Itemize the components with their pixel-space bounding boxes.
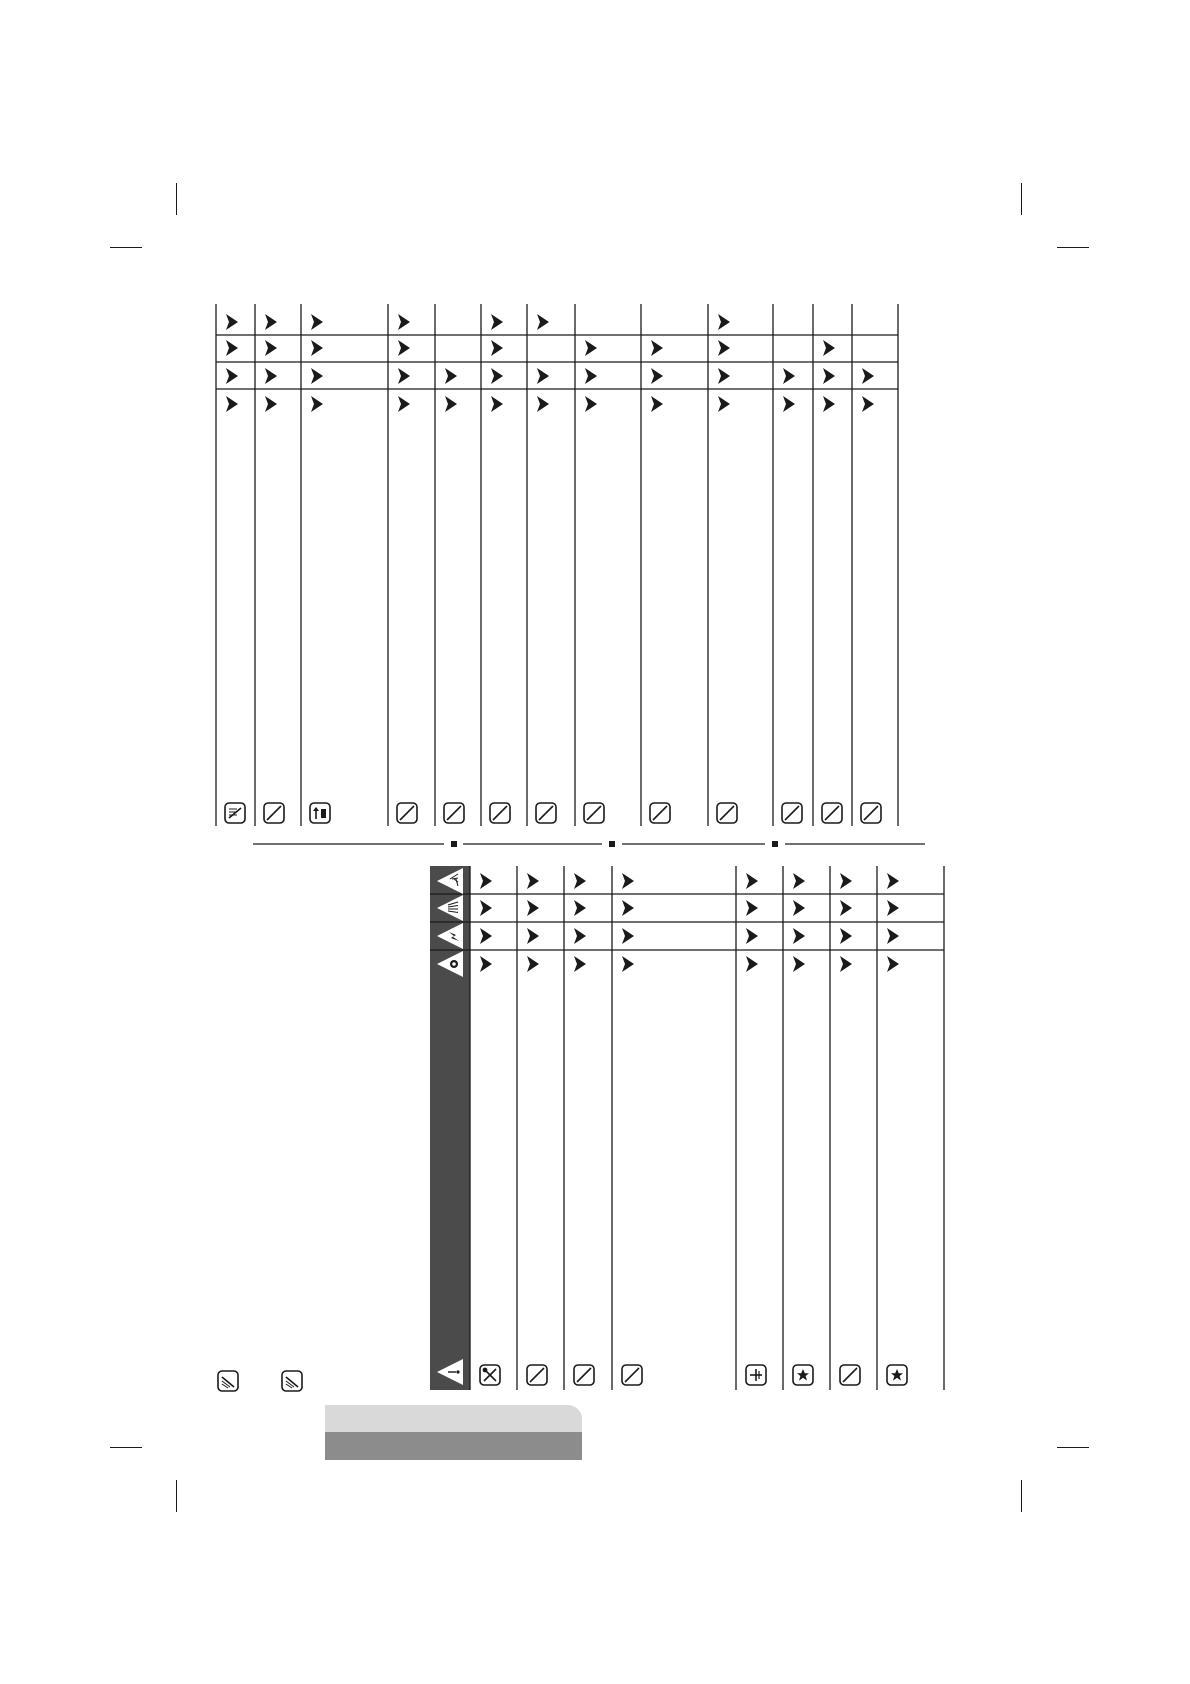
check-chevron-icon xyxy=(311,396,323,412)
check-chevron-icon xyxy=(823,396,835,412)
not-suitable-icon xyxy=(574,1365,594,1385)
not-suitable-icon xyxy=(822,803,842,823)
section-tab-light xyxy=(325,1405,582,1432)
check-chevron-icon xyxy=(265,368,277,384)
check-chevron-icon xyxy=(226,314,238,330)
check-chevron-icon xyxy=(840,900,852,916)
check-chevron-icon xyxy=(537,396,549,412)
check-chevron-icon xyxy=(311,314,323,330)
filter-icon xyxy=(746,1365,766,1385)
check-chevron-icon xyxy=(537,368,549,384)
check-chevron-icon xyxy=(398,314,410,330)
check-chevron-icon xyxy=(480,873,492,889)
not-suitable-icon xyxy=(622,1365,642,1385)
check-chevron-icon xyxy=(398,340,410,356)
check-chevron-icon xyxy=(718,368,730,384)
check-chevron-icon xyxy=(265,396,277,412)
front-load-pictogram-icon xyxy=(225,803,245,823)
check-chevron-icon xyxy=(398,368,410,384)
check-chevron-icon xyxy=(862,396,874,412)
check-chevron-icon xyxy=(887,928,899,944)
check-chevron-icon xyxy=(491,368,503,384)
tools-icon xyxy=(480,1365,500,1385)
check-chevron-icon xyxy=(527,928,539,944)
check-chevron-icon xyxy=(527,873,539,889)
check-chevron-icon xyxy=(783,368,795,384)
check-chevron-icon xyxy=(793,873,805,889)
check-chevron-icon xyxy=(746,928,758,944)
check-chevron-icon xyxy=(793,928,805,944)
check-chevron-icon xyxy=(585,340,597,356)
check-chevron-icon xyxy=(445,396,457,412)
check-chevron-icon xyxy=(622,928,634,944)
check-chevron-icon xyxy=(491,340,503,356)
rinse-aid-icon xyxy=(218,1371,238,1391)
check-chevron-icon xyxy=(746,873,758,889)
category-strip xyxy=(430,866,470,1390)
check-chevron-icon xyxy=(226,340,238,356)
check-chevron-icon xyxy=(746,956,758,972)
rinse-aid-icon xyxy=(282,1371,302,1391)
check-chevron-icon xyxy=(265,340,277,356)
check-chevron-icon xyxy=(574,956,586,972)
check-chevron-icon xyxy=(527,900,539,916)
check-chevron-icon xyxy=(574,873,586,889)
check-chevron-icon xyxy=(398,396,410,412)
check-chevron-icon xyxy=(480,928,492,944)
check-chevron-icon xyxy=(311,368,323,384)
check-chevron-icon xyxy=(491,396,503,412)
check-chevron-icon xyxy=(783,396,795,412)
check-chevron-icon xyxy=(718,340,730,356)
check-chevron-icon xyxy=(651,396,663,412)
not-suitable-icon xyxy=(264,803,284,823)
check-chevron-icon xyxy=(823,368,835,384)
not-suitable-icon xyxy=(490,803,510,823)
not-suitable-icon xyxy=(527,1365,547,1385)
divider-bullet xyxy=(451,841,457,847)
check-chevron-icon xyxy=(265,314,277,330)
not-suitable-icon xyxy=(584,803,604,823)
check-chevron-icon xyxy=(480,956,492,972)
check-chevron-icon xyxy=(862,368,874,384)
check-chevron-icon xyxy=(651,368,663,384)
check-chevron-icon xyxy=(887,873,899,889)
check-chevron-icon xyxy=(311,340,323,356)
check-chevron-icon xyxy=(585,396,597,412)
check-chevron-icon xyxy=(622,900,634,916)
divider-bullet xyxy=(772,841,778,847)
check-chevron-icon xyxy=(480,900,492,916)
section-tab-dark xyxy=(325,1432,582,1460)
star-icon xyxy=(887,1365,907,1385)
not-suitable-icon xyxy=(536,803,556,823)
check-chevron-icon xyxy=(226,396,238,412)
check-chevron-icon xyxy=(840,956,852,972)
check-chevron-icon xyxy=(585,368,597,384)
not-suitable-icon xyxy=(397,803,417,823)
check-chevron-icon xyxy=(622,956,634,972)
check-chevron-icon xyxy=(718,314,730,330)
check-chevron-icon xyxy=(746,900,758,916)
not-suitable-icon xyxy=(840,1365,860,1385)
top-load-pictogram-icon xyxy=(310,803,330,823)
star-icon xyxy=(793,1365,813,1385)
check-chevron-icon xyxy=(887,956,899,972)
check-chevron-icon xyxy=(793,900,805,916)
not-suitable-icon xyxy=(782,803,802,823)
check-chevron-icon xyxy=(622,873,634,889)
check-chevron-icon xyxy=(840,928,852,944)
check-chevron-icon xyxy=(537,314,549,330)
divider-bullet xyxy=(609,841,615,847)
check-chevron-icon xyxy=(823,340,835,356)
check-chevron-icon xyxy=(574,928,586,944)
check-chevron-icon xyxy=(527,956,539,972)
check-chevron-icon xyxy=(574,900,586,916)
check-chevron-icon xyxy=(651,340,663,356)
not-suitable-icon xyxy=(861,803,881,823)
check-chevron-icon xyxy=(887,900,899,916)
not-suitable-icon xyxy=(717,803,737,823)
not-suitable-icon xyxy=(650,803,670,823)
check-chevron-icon xyxy=(793,956,805,972)
check-chevron-icon xyxy=(445,368,457,384)
not-suitable-icon xyxy=(444,803,464,823)
check-chevron-icon xyxy=(718,396,730,412)
check-chevron-icon xyxy=(840,873,852,889)
check-chevron-icon xyxy=(491,314,503,330)
check-chevron-icon xyxy=(226,368,238,384)
